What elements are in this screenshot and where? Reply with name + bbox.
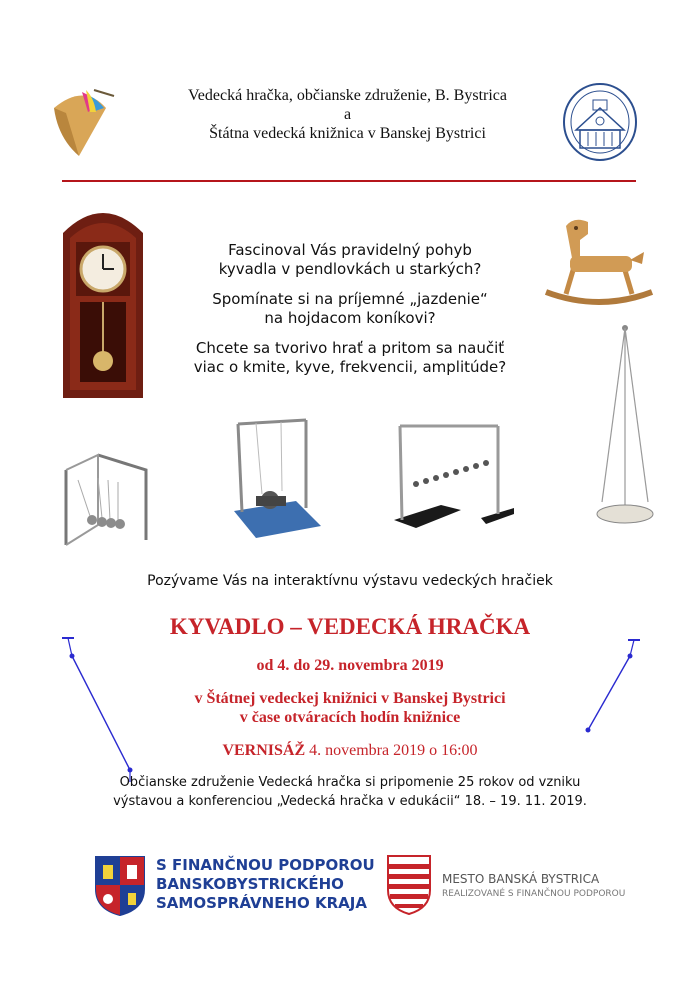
event-place-line-2: v čase otváracích hodín knižnice — [239, 709, 461, 726]
event-title: KYVADLO – VEDECKÁ HRAČKA — [169, 614, 531, 639]
region-support-line-3: SAMOSPRÁVNEHO KRAJA — [156, 894, 367, 912]
question-2-line-1: Spomínate si na príjemné „jazdenie“ — [212, 290, 488, 308]
swing-pendulum-image — [590, 322, 660, 534]
rocking-horse-image — [544, 212, 654, 307]
question-1-line-2: kyvadla v pendlovkách u starkých? — [218, 260, 482, 278]
library-seal-logo — [560, 80, 640, 165]
region-coat-of-arms-icon — [94, 855, 146, 917]
vernisage-label: VERNISÁŽ — [222, 742, 306, 759]
anniversary-note-line-2: výstavou a konferenciou „Vedecká hračka v edukácii“ 18. – 19. 11. 2019. — [113, 794, 587, 809]
anniversary-note-line-1: Občianske združenie Vedecká hračka si pripomenie 25 rokov od vzniku — [119, 775, 581, 790]
event-place-line-1: v Štátnej vedeckej knižnici v Banskej Bystrici — [194, 690, 506, 707]
event-dates: od 4. do 29. novembra 2019 — [256, 657, 444, 674]
question-2-line-2: na hojdacom koníkovi? — [264, 309, 436, 327]
question-1-line-1: Fascinoval Vás pravidelný pohyb — [228, 241, 472, 259]
city-support-note: REALIZOVANÉ S FINANČNOU PODPOROU — [442, 889, 626, 899]
header-divider — [62, 180, 636, 182]
organizer-line-1: Vedecká hračka, občianske združenie, B. Bystrica — [188, 87, 507, 104]
pendulum-wave-image — [386, 420, 516, 532]
magnetic-pendulum-image — [226, 416, 326, 541]
vernisage-date: 4. novembra 2019 o 16:00 — [305, 742, 478, 759]
region-support-line-1: S FINANČNOU PODPOROU — [156, 856, 375, 874]
vernisage-line — [100, 741, 600, 761]
newtons-cradle-image — [58, 450, 158, 555]
invitation-text: Pozývame Vás na interaktívnu výstavu vedeckých hračiek — [147, 573, 553, 589]
city-coat-of-arms-icon — [386, 854, 432, 916]
region-support-line-2: BANSKOBYSTRICKÉHO — [156, 875, 344, 893]
spinning-top-logo — [44, 78, 124, 163]
question-3-line-1: Chcete sa tvorivo hrať a pritom sa naučiť — [195, 339, 505, 357]
organizer-line-2: Štátna vedecká knižnica v Banskej Bystrici — [209, 125, 486, 142]
organizer-connector: a — [343, 106, 352, 123]
pendulum-clock-image — [58, 198, 148, 403]
city-name: MESTO BANSKÁ BYSTRICA — [442, 872, 600, 886]
question-3-line-2: viac o kmite, kyve, frekvencii, amplitúde? — [193, 358, 507, 376]
